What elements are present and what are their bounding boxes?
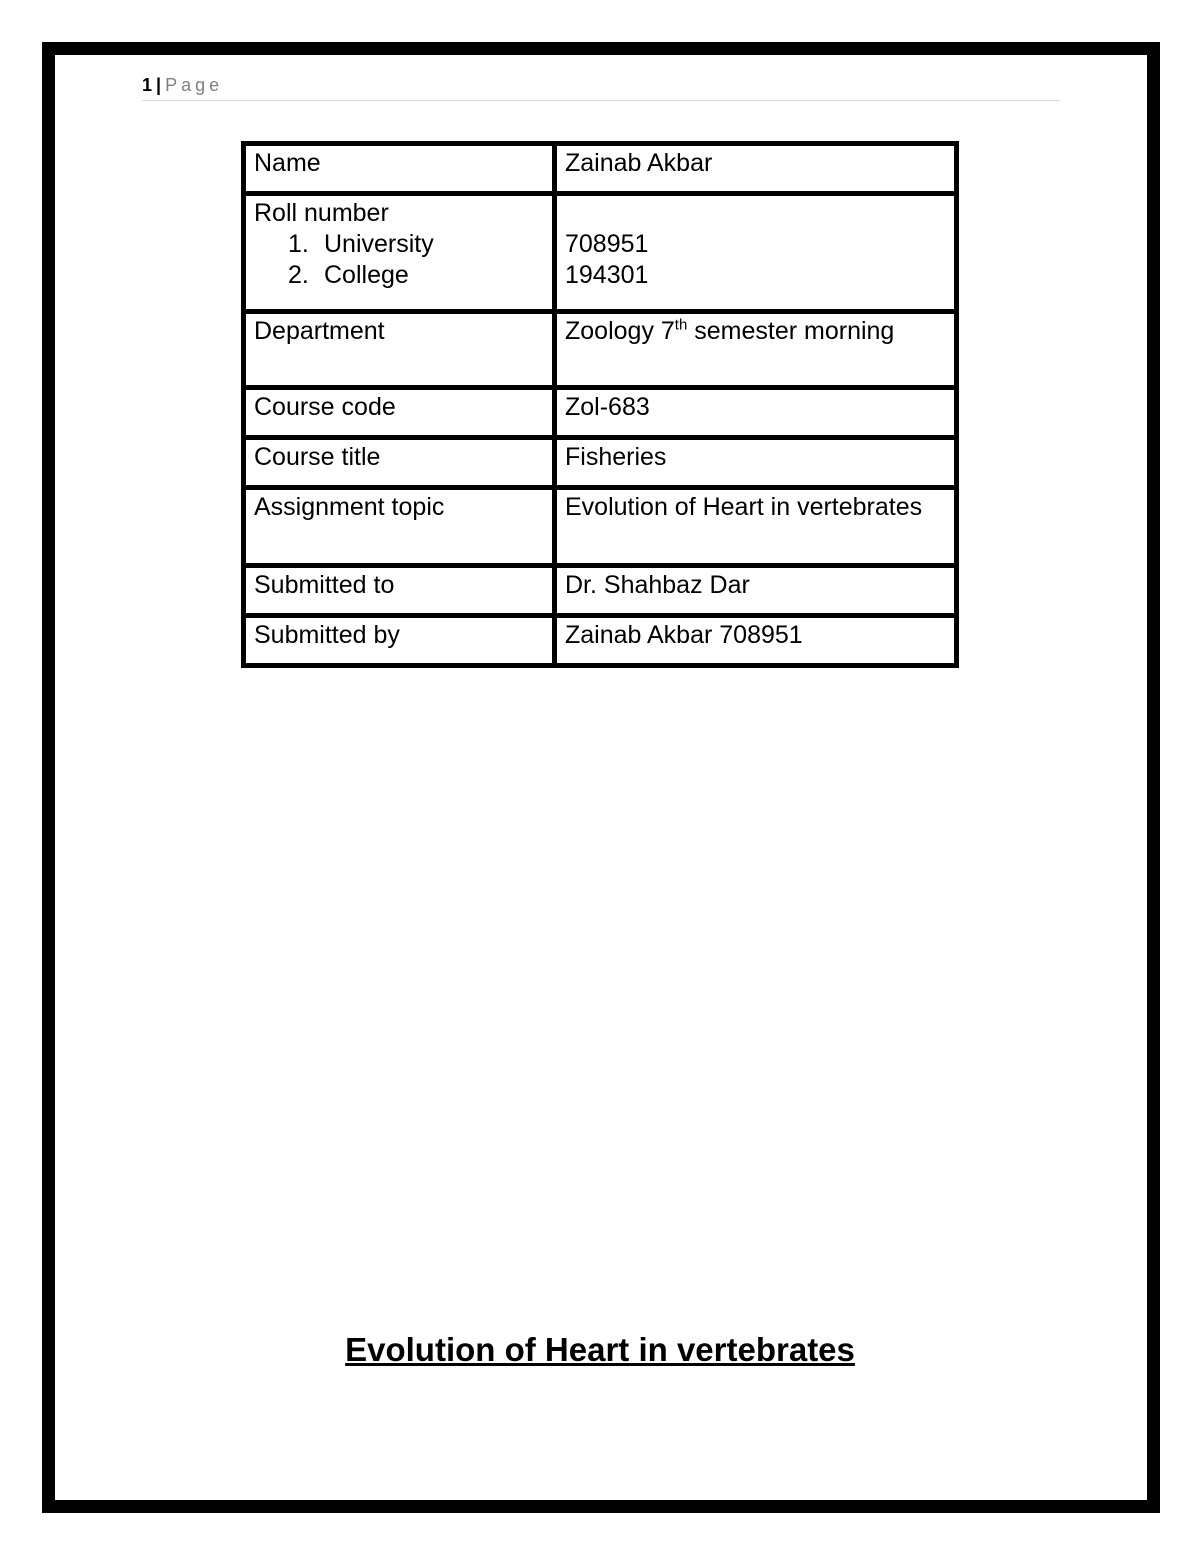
- department-value-suffix: semester morning: [687, 317, 895, 345]
- course-title-value: Fisheries: [555, 438, 957, 488]
- row-course-code: [244, 388, 957, 438]
- assignment-topic-value: Evolution of Heart in vertebrates: [555, 488, 957, 566]
- page-number: 1: [142, 75, 153, 95]
- college-roll-value: 194301: [565, 261, 649, 289]
- course-code-value: Zol-683: [555, 388, 957, 438]
- roll-number-cell: [244, 194, 555, 312]
- submitted-to-value: Dr. Shahbaz Dar: [555, 566, 957, 616]
- row-roll-number: [244, 194, 957, 312]
- page-header: [142, 74, 1060, 101]
- roll-item-index: 1.: [288, 230, 309, 258]
- row-name: [244, 144, 957, 194]
- course-title-label: Course title: [244, 438, 555, 488]
- row-course-title: [244, 438, 957, 488]
- assignment-topic-label: Assignment topic: [244, 488, 555, 566]
- assignment-title: Evolution of Heart in vertebrates: [345, 1331, 855, 1368]
- name-label: Name: [244, 144, 555, 194]
- roll-number-label: Roll number: [254, 199, 389, 227]
- submitted-by-value: Zainab Akbar 708951: [555, 616, 957, 666]
- name-value: Zainab Akbar: [555, 144, 957, 194]
- row-submitted-to: [244, 566, 957, 616]
- department-value-sup: th: [674, 316, 688, 334]
- roll-item-college: [288, 260, 544, 291]
- row-department: [244, 312, 957, 388]
- submitted-to-label: Submitted to: [244, 566, 555, 616]
- university-roll-value: 708951: [565, 230, 649, 258]
- course-code-label: Course code: [244, 388, 555, 438]
- department-label: Department: [244, 312, 555, 388]
- department-value: [555, 312, 957, 388]
- header-separator: |: [156, 75, 162, 95]
- row-submitted-by: [244, 616, 957, 666]
- roll-number-values: [555, 194, 957, 312]
- row-assignment-topic: [244, 488, 957, 566]
- roll-number-list: [254, 229, 544, 291]
- roll-item-index: 2.: [288, 261, 309, 289]
- cover-info-table: [241, 141, 959, 668]
- roll-item-university: [288, 229, 544, 260]
- roll-item-label: University: [324, 230, 434, 258]
- department-value-prefix: Zoology 7: [565, 317, 675, 345]
- page-word: Page: [165, 75, 224, 95]
- submitted-by-label: Submitted by: [244, 616, 555, 666]
- roll-item-label: College: [324, 261, 409, 289]
